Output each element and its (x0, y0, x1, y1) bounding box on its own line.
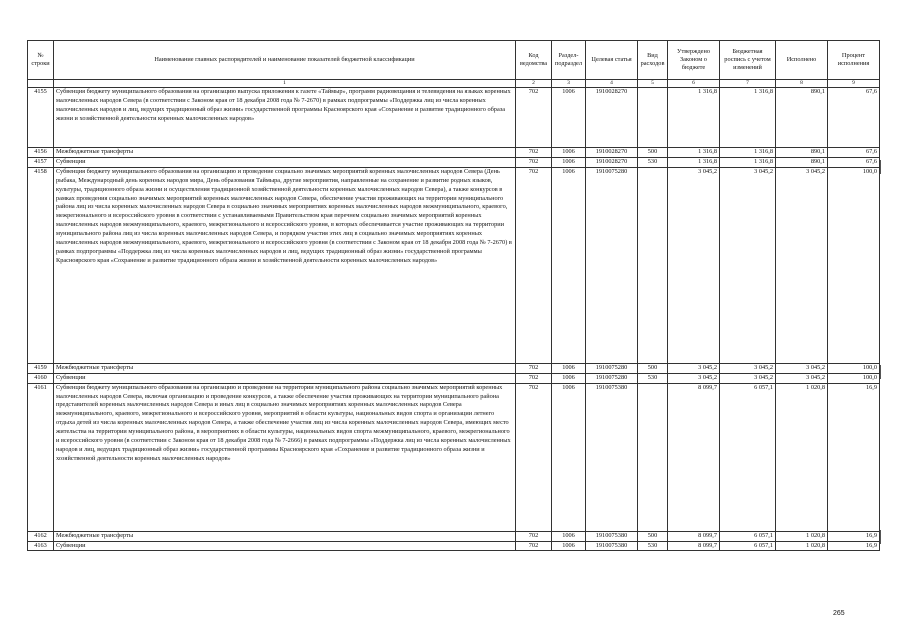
column-number: 9 (828, 80, 880, 88)
row-number-cell: 4156 (28, 148, 54, 158)
row-budget-list-cell: 1 316,8 (720, 88, 776, 148)
header-row-no: № строки (28, 41, 54, 80)
row-target-cell: 1910075280 (586, 373, 638, 383)
row-budget-list-cell: 6 057,1 (720, 383, 776, 531)
row-approved-cell: 3 045,2 (668, 373, 720, 383)
row-exp-type-cell: 500 (638, 531, 668, 541)
row-name-cell: Субвенции (54, 541, 516, 551)
row-dept-cell: 702 (516, 531, 552, 541)
row-budget-list-cell: 1 316,8 (720, 157, 776, 167)
table-row (28, 373, 880, 383)
row-executed-cell: 3 045,2 (776, 167, 828, 363)
row-executed-cell: 3 045,2 (776, 363, 828, 373)
row-target-cell: 1910075380 (586, 383, 638, 531)
column-number (28, 80, 54, 88)
column-number: 4 (586, 80, 638, 88)
row-executed-cell: 1 020,8 (776, 541, 828, 551)
row-section-cell: 1006 (552, 363, 586, 373)
row-section-cell: 1006 (552, 167, 586, 363)
row-budget-list-cell: 1 316,8 (720, 148, 776, 158)
row-dept-cell: 702 (516, 148, 552, 158)
row-approved-cell: 3 045,2 (668, 363, 720, 373)
row-dept-cell: 702 (516, 88, 552, 148)
row-budget-list-cell: 6 057,1 (720, 541, 776, 551)
page-number: 265 (833, 610, 845, 617)
row-percent-cell: 100,0 (828, 167, 880, 363)
row-executed-cell: 890,1 (776, 88, 828, 148)
row-number-cell: 4163 (28, 541, 54, 551)
margin-mark (880, 160, 881, 174)
row-exp-type-cell (638, 88, 668, 148)
header-exp-type: Вид расходов (638, 41, 668, 80)
row-approved-cell: 8 099,7 (668, 531, 720, 541)
row-name-cell: Субвенции (54, 157, 516, 167)
row-section-cell: 1006 (552, 373, 586, 383)
row-target-cell: 1910075280 (586, 363, 638, 373)
row-name-cell: Межбюджетные трансферты (54, 363, 516, 373)
row-approved-cell: 1 316,8 (668, 88, 720, 148)
row-exp-type-cell: 530 (638, 373, 668, 383)
row-number-cell: 4157 (28, 157, 54, 167)
row-section-cell: 1006 (552, 88, 586, 148)
row-section-cell: 1006 (552, 148, 586, 158)
row-percent-cell: 67,6 (828, 157, 880, 167)
row-name-cell: Межбюджетные трансферты (54, 148, 516, 158)
row-section-cell: 1006 (552, 157, 586, 167)
row-number-cell: 4161 (28, 383, 54, 531)
row-percent-cell: 67,6 (828, 148, 880, 158)
row-number-cell: 4155 (28, 88, 54, 148)
header-dept-code: Код ведомства (516, 41, 552, 80)
row-exp-type-cell: 530 (638, 541, 668, 551)
row-number-cell: 4159 (28, 363, 54, 373)
row-approved-cell: 1 316,8 (668, 157, 720, 167)
row-percent-cell: 16,9 (828, 531, 880, 541)
row-number-cell: 4160 (28, 373, 54, 383)
row-number-cell: 4158 (28, 167, 54, 363)
row-exp-type-cell (638, 383, 668, 531)
row-executed-cell: 890,1 (776, 148, 828, 158)
row-budget-list-cell: 3 045,2 (720, 167, 776, 363)
row-target-cell: 1910028270 (586, 88, 638, 148)
row-executed-cell: 3 045,2 (776, 373, 828, 383)
row-dept-cell: 702 (516, 363, 552, 373)
row-exp-type-cell (638, 167, 668, 363)
row-budget-list-cell: 3 045,2 (720, 363, 776, 373)
row-percent-cell: 16,9 (828, 541, 880, 551)
header-target: Целевая статья (586, 41, 638, 80)
header-name: Наименование главных распорядителей и наименование показателей бюджетной классификации (54, 41, 516, 80)
column-number: 7 (720, 80, 776, 88)
header-section: Раздел-подраздел (552, 41, 586, 80)
row-budget-list-cell: 3 045,2 (720, 373, 776, 383)
row-budget-list-cell: 6 057,1 (720, 531, 776, 541)
column-number: 6 (668, 80, 720, 88)
column-number: 8 (776, 80, 828, 88)
margin-mark (880, 365, 881, 379)
row-approved-cell: 3 045,2 (668, 167, 720, 363)
row-target-cell: 1910075380 (586, 541, 638, 551)
row-percent-cell: 100,0 (828, 373, 880, 383)
row-target-cell: 1910028270 (586, 157, 638, 167)
table-body (28, 88, 880, 551)
table-row (28, 167, 880, 363)
row-dept-cell: 702 (516, 167, 552, 363)
row-approved-cell: 8 099,7 (668, 541, 720, 551)
header-row (28, 41, 880, 80)
row-name-cell: Субвенция бюджету муниципального образования на организацию и проведение социально значимых мероприятий коренных малочисленных народов Севера (День рыбака, Международный день коренных народов мира, День образования Таймыра, другие мероприятия, направленные на сохранение и развитие родных языков, культуры, традиционного образа жизни и осуществления традиционной хозяйственной деятельности коренных малочисленных народов Севера), а также конкурсов в рамках проведения социально значимых мероприятий коренных малочисленных народов Севера, обеспечение участия проживающих на территории муниципального района лиц из числа коренных малочисленных народов Севера в социально значимых мероприятиях коренных малочисленных народов межмуниципального, краевого, межрегионального и всероссийского уровня в соответствии с устанавливаемыми Правительством края перечнем социально значимых мероприятий коренных малочисленных народов межмуниципального, краевого, межрегионального и всероссийского уровня, в которых обеспечивается участие проживающих на территории муниципального района лиц из числа коренных малочисленных народов Севера, и порядком участия этих лиц в социально значимых мероприятиях коренных малочисленных народов межмуниципального, краевого, межрегионального и всероссийского уровня (в соответствии с Законом края от 18 декабря 2008 года № 7-2670) в рамках подпрограммы «Поддержка лиц из числа коренных малочисленных народов и лиц, ведущих традиционный образ жизни» государственной программы Красноярского края «Сохранение и развитие традиционного образа жизни и хозяйственной деятельности коренных малочисленных народов» (54, 167, 516, 363)
row-section-cell: 1006 (552, 383, 586, 531)
row-executed-cell: 1 020,8 (776, 383, 828, 531)
row-name-cell: Субвенция бюджету муниципального образования на организацию выпуска приложения к газете «Таймыр», программ радиовещания и телевидения на языках коренных малочисленных народов Севера (в соответствии с Законом края от 18 декабря 2008 года № 7-2670) в рамках подпрограммы «Поддержка лиц из числа коренных малочисленных народов и лиц, ведущих традиционный образ жизни» государственной программы Красноярского края «Сохранение и развитие традиционного образа жизни и хозяйственной деятельности коренных малочисленных народов» (54, 88, 516, 148)
budget-execution-table (27, 40, 880, 551)
table-row (28, 383, 880, 531)
header-percent: Процент исполнения (828, 41, 880, 80)
column-number: 2 (516, 80, 552, 88)
row-number-cell: 4162 (28, 531, 54, 541)
row-dept-cell: 702 (516, 373, 552, 383)
row-percent-cell: 100,0 (828, 363, 880, 373)
row-exp-type-cell: 500 (638, 148, 668, 158)
table-row (28, 148, 880, 158)
margin-mark (880, 530, 881, 544)
header-approved: Утверждено Законом о бюджете (668, 41, 720, 80)
header-executed: Исполнено (776, 41, 828, 80)
table-row (28, 88, 880, 148)
row-section-cell: 1006 (552, 541, 586, 551)
column-number: 1 (54, 80, 516, 88)
row-dept-cell: 702 (516, 157, 552, 167)
row-executed-cell: 890,1 (776, 157, 828, 167)
header-budget-list: Бюджетная роспись с учетом изменений (720, 41, 776, 80)
column-number-row (28, 80, 880, 88)
column-number: 5 (638, 80, 668, 88)
row-target-cell: 1910075280 (586, 167, 638, 363)
table-row (28, 157, 880, 167)
row-dept-cell: 702 (516, 383, 552, 531)
row-exp-type-cell: 530 (638, 157, 668, 167)
table-row (28, 531, 880, 541)
row-dept-cell: 702 (516, 541, 552, 551)
row-approved-cell: 1 316,8 (668, 148, 720, 158)
table-row (28, 541, 880, 551)
row-name-cell: Межбюджетные трансферты (54, 531, 516, 541)
row-percent-cell: 16,9 (828, 383, 880, 531)
column-number: 3 (552, 80, 586, 88)
row-percent-cell: 67,6 (828, 88, 880, 148)
row-exp-type-cell: 500 (638, 363, 668, 373)
row-approved-cell: 8 099,7 (668, 383, 720, 531)
table-row (28, 363, 880, 373)
row-executed-cell: 1 020,8 (776, 531, 828, 541)
row-target-cell: 1910028270 (586, 148, 638, 158)
row-name-cell: Субвенции (54, 373, 516, 383)
row-name-cell: Субвенция бюджету муниципального образования на организацию и проведение на территории муниципального района социально значимых мероприятий коренных малочисленных народов Севера, включая организацию и проведение конкурсов, а также обеспечение участия проживающих на территории муниципального района представителей коренных малочисленных народов Севера и иных лиц в социально значимых мероприятиях коренных малочисленных народов Севера межмуниципального, краевого, межрегионального и всероссийского уровня, мероприятий в области культуры, национальных видов спорта и организации летнего отдыха детей из числа коренных малочисленных народов Севера, а также обеспечение участия лиц из числа коренных малочисленных народов Севера, имеющих место жительства на территории муниципального района, в мероприятиях в области культуры, национальных видов спорта межмуниципального, краевого, межрегионального и всероссийского уровня (в соответствии с Законом края от 18 декабря 2008 года № 7-2666) в рамках подпрограммы «Поддержка лиц из числа коренных малочисленных народов и лиц, ведущих традиционный образ жизни» государственной программы Красноярского края «Сохранение и развитие традиционного образа жизни и хозяйственной деятельности коренных малочисленных народов» (54, 383, 516, 531)
row-target-cell: 1910075380 (586, 531, 638, 541)
row-section-cell: 1006 (552, 531, 586, 541)
